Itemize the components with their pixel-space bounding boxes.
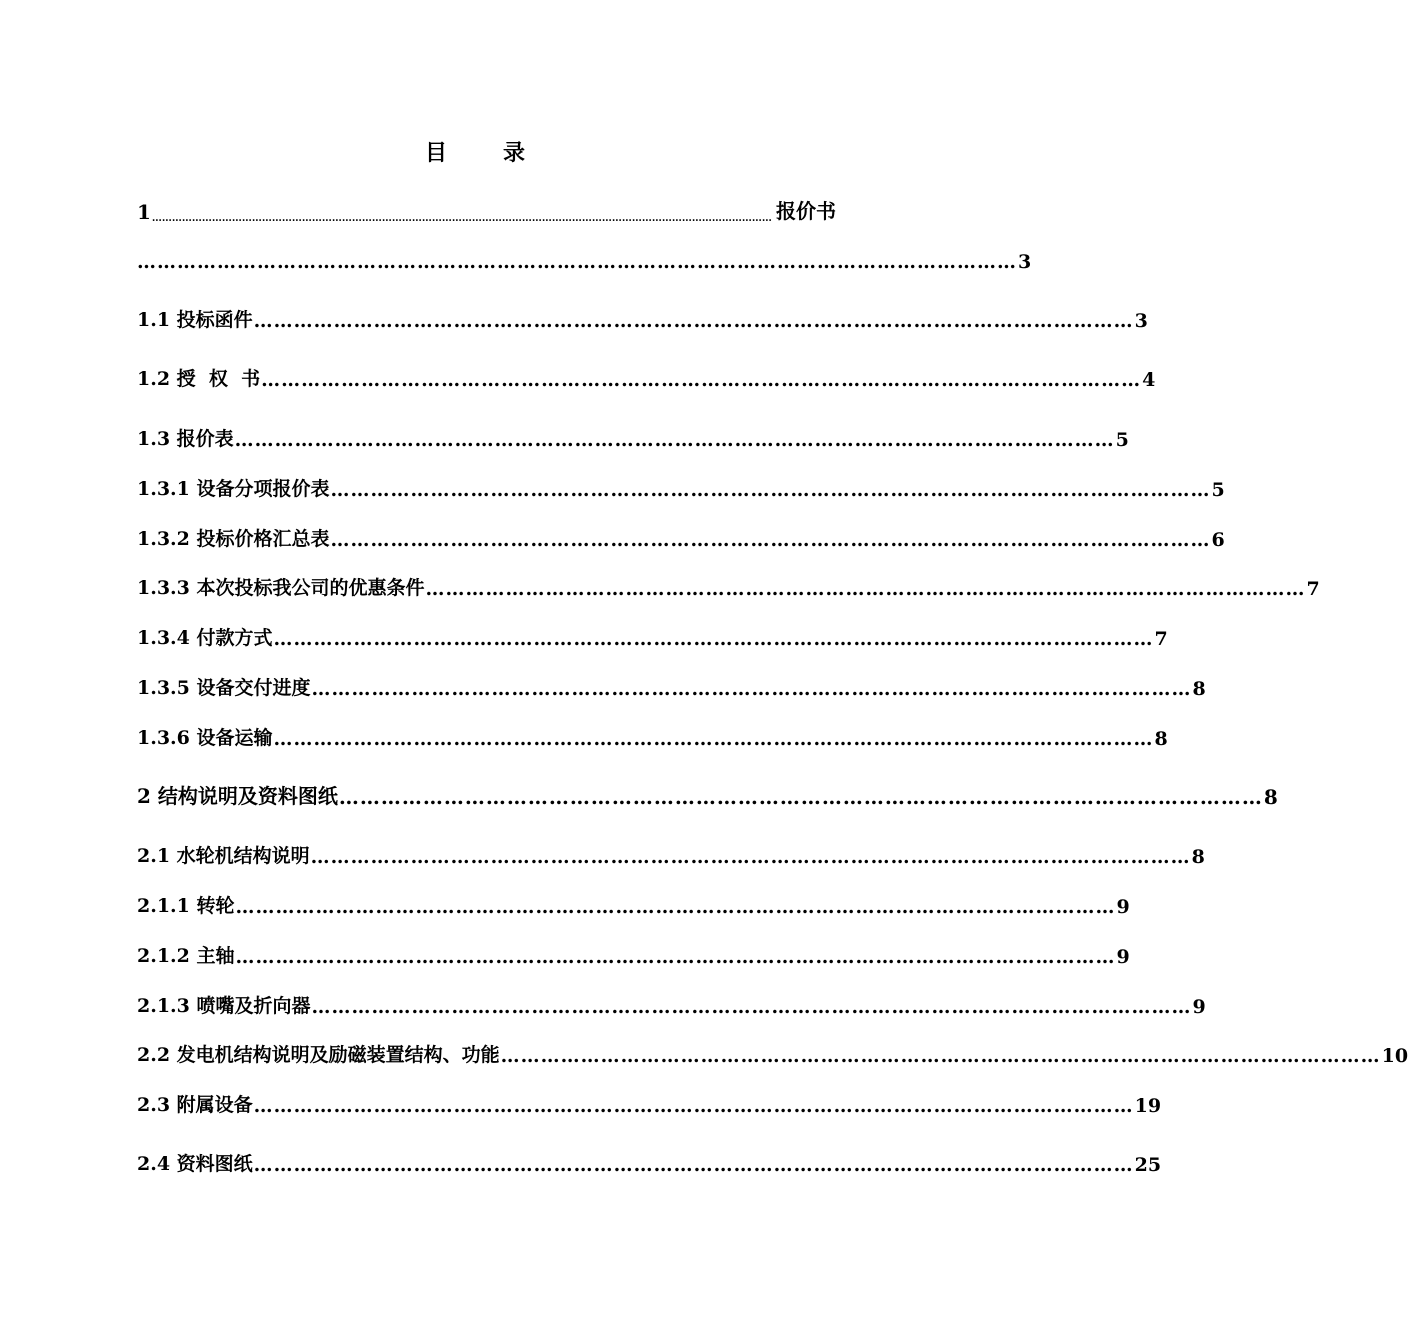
dot-leader: ……………………………………………………………………………………………………………………: [137, 251, 1017, 273]
toc-entry-page: 7: [1154, 628, 1168, 650]
toc-entry-label: 2.1.1 转轮: [137, 895, 235, 917]
toc-entry: [137, 471, 1225, 501]
toc-entry-label: 1.3.5 设备交付进度: [137, 677, 311, 699]
toc-title: 目录: [424, 140, 581, 166]
toc-entry: [137, 670, 1206, 700]
toc-entry-page: 10: [1381, 1045, 1408, 1067]
dot-leader: ……………………………………………………………………………………………………………………: [235, 946, 1116, 968]
toc-entry: [137, 988, 1206, 1018]
dot-leader: ……………………………………………………………………………………………………………………: [253, 1154, 1134, 1176]
toc-entry-label: 1.1 投标函件: [137, 309, 253, 331]
toc-entry-label: 2.2 发电机结构说明及励磁装置结构、功能: [137, 1044, 500, 1066]
toc-entry-label: 2.1.2 主轴: [137, 945, 235, 967]
toc-entry-page: 6: [1211, 529, 1225, 551]
toc-entry-page: 8: [1191, 846, 1205, 868]
toc-entry: [137, 888, 1130, 918]
toc-entry-label: 1.2 授 权 书: [137, 368, 261, 390]
toc-entry: [137, 570, 1320, 600]
toc-entry-page: 9: [1116, 946, 1130, 968]
dot-leader: ……………………………………………………………………………………………………………………: [330, 479, 1211, 501]
toc-entry-page: 8: [1154, 728, 1168, 750]
dot-leader: ……………………………………………………………………………………………………………………: [234, 429, 1115, 451]
toc-entry-label: 2.4 资料图纸: [137, 1153, 253, 1175]
toc-entry: [137, 1037, 1408, 1067]
toc-entry: [137, 302, 1148, 332]
toc-entry-page: 4: [1142, 369, 1156, 391]
table-of-contents: [137, 0, 1408, 1344]
toc-entry-page: 3: [1134, 310, 1148, 332]
dot-leader: ……………………………………………………………………………………………………………………: [311, 678, 1192, 700]
toc-entry-page: 5: [1211, 479, 1225, 501]
toc-entry: [137, 1146, 1162, 1176]
toc-entry: [137, 194, 836, 224]
toc-entry: [137, 779, 1278, 809]
toc-entry-label: 2 结构说明及资料图纸: [137, 784, 338, 808]
toc-entry: [137, 720, 1168, 750]
toc-entry: [137, 620, 1168, 650]
toc-entry-page: 25: [1134, 1154, 1162, 1176]
toc-entry: [137, 838, 1205, 868]
dot-leader: ……………………………………………………………………………………………………………………: [330, 529, 1211, 551]
dot-leader: ……………………………………………………………………………………………………………………: [311, 996, 1192, 1018]
toc-entry: [137, 521, 1225, 551]
toc-entry-page: 3: [1018, 251, 1032, 273]
toc-entry-page: 19: [1134, 1095, 1162, 1117]
toc-entry: [137, 421, 1129, 451]
toc-entry-label: 1.3.6 设备运输: [137, 727, 273, 749]
toc-entry-label: 1.3.4 付款方式: [137, 627, 273, 649]
toc-entry: [137, 361, 1156, 391]
dot-leader: ……………………………………………………………………………………………………………………: [500, 1045, 1381, 1067]
toc-entry-label: 1.3.3 本次投标我公司的优惠条件: [137, 577, 425, 599]
toc-entry-page: 8: [1192, 678, 1206, 700]
toc-entry-page: 5: [1115, 429, 1129, 451]
toc-entry: [137, 1087, 1162, 1117]
dot-leader: ……………………………………………………………………………………………………………………: [273, 728, 1154, 750]
dot-leader: ……………………………………………………………………………………………………………………: [310, 846, 1191, 868]
toc-entry-label: 1.3 报价表: [137, 428, 234, 450]
toc-entry: [137, 243, 1032, 273]
toc-entry-page: 9: [1192, 996, 1206, 1018]
toc-entry-page: 8: [1263, 785, 1278, 809]
dot-leader: ……………………………………………………………………………………………………………………: [235, 896, 1116, 918]
toc-entry: [137, 938, 1130, 968]
dot-leader: ……………………………………………………………………………………………………………………: [261, 369, 1142, 391]
toc-entry-page: 7: [1306, 578, 1320, 600]
dot-leader: ……………………………………………………………………………………………………………………………………………………………………: [151, 213, 772, 224]
toc-entry-label: 2.1 水轮机结构说明: [137, 845, 310, 867]
dot-leader: ……………………………………………………………………………………………………………………: [253, 310, 1134, 332]
dot-leader: ……………………………………………………………………………………………………………………: [338, 785, 1263, 809]
toc-entry-page: 9: [1116, 896, 1130, 918]
dot-leader: ……………………………………………………………………………………………………………………: [253, 1095, 1134, 1117]
toc-entry-label: 1: [137, 200, 151, 224]
dot-leader: ……………………………………………………………………………………………………………………: [273, 628, 1154, 650]
toc-entry-label: 2.3 附属设备: [137, 1094, 253, 1116]
toc-entry-label: 2.1.3 喷嘴及折向器: [137, 995, 311, 1017]
dot-leader: ……………………………………………………………………………………………………………………: [425, 578, 1306, 600]
toc-entry-page: 报价书: [776, 199, 836, 223]
toc-entry-label: 1.3.1 设备分项报价表: [137, 478, 330, 500]
toc-entry-label: 1.3.2 投标价格汇总表: [137, 528, 330, 550]
